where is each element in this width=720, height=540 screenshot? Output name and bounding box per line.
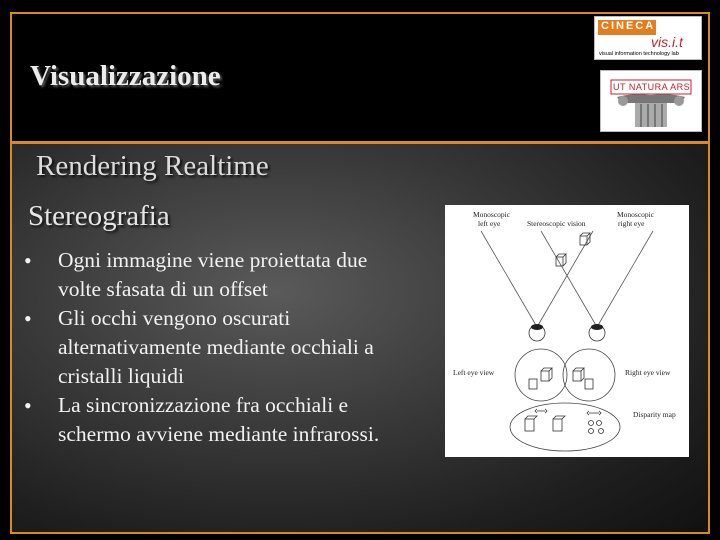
section-title: Stereografia <box>28 200 170 232</box>
bullet-item <box>22 304 402 391</box>
eyes <box>529 324 605 341</box>
bullet-mark: • <box>24 248 32 273</box>
label-right-view: Right eye view <box>625 368 671 377</box>
bullet-text: Gli occhi vengono oscurati alternativamente mediante occhiali a cristalli liquidi <box>58 306 374 388</box>
cineca-logo-name: CINECA <box>601 20 656 32</box>
label-left-view: Left eye view <box>453 368 495 377</box>
cineca-logo-tagline: visual information technology lab <box>599 51 679 57</box>
label-mono-left-2: left eye <box>478 219 501 228</box>
bullet-mark: • <box>24 393 32 418</box>
label-stereo: Stereoscopic vision <box>527 219 586 228</box>
bullet-item <box>22 246 402 304</box>
sight-lines <box>481 231 653 327</box>
stereoscopy-diagram-svg <box>445 205 689 457</box>
object-cubes <box>556 233 590 266</box>
slide-title: Visualizzazione <box>30 60 221 92</box>
bullet-text: Ogni immagine viene proiettata due volte sfasata di un offset <box>58 248 368 301</box>
label-disparity: Disparity map <box>633 410 676 419</box>
slide-subtitle: Rendering Realtime <box>36 150 269 182</box>
ut-natura-ars-logo <box>600 70 702 132</box>
label-mono-left-1: Monoscopic <box>473 210 511 219</box>
bullet-list <box>22 246 402 449</box>
stereoscopy-diagram <box>445 205 689 457</box>
bullet-item <box>22 391 402 449</box>
label-mono-right-2: right eye <box>618 219 645 228</box>
cineca-logo-product: vis.i.t <box>651 34 683 50</box>
ut-natura-ars-logo-text: UT NATURA ARS <box>613 82 691 92</box>
label-mono-right-1: Monoscopic <box>617 210 655 219</box>
column-capital-icon <box>601 71 701 131</box>
cineca-logo <box>594 16 702 60</box>
view-circles <box>510 349 620 451</box>
bullet-mark: • <box>24 306 32 331</box>
bullet-text: La sincronizzazione fra occhiali e schermo avviene mediante infrarossi. <box>58 393 380 446</box>
